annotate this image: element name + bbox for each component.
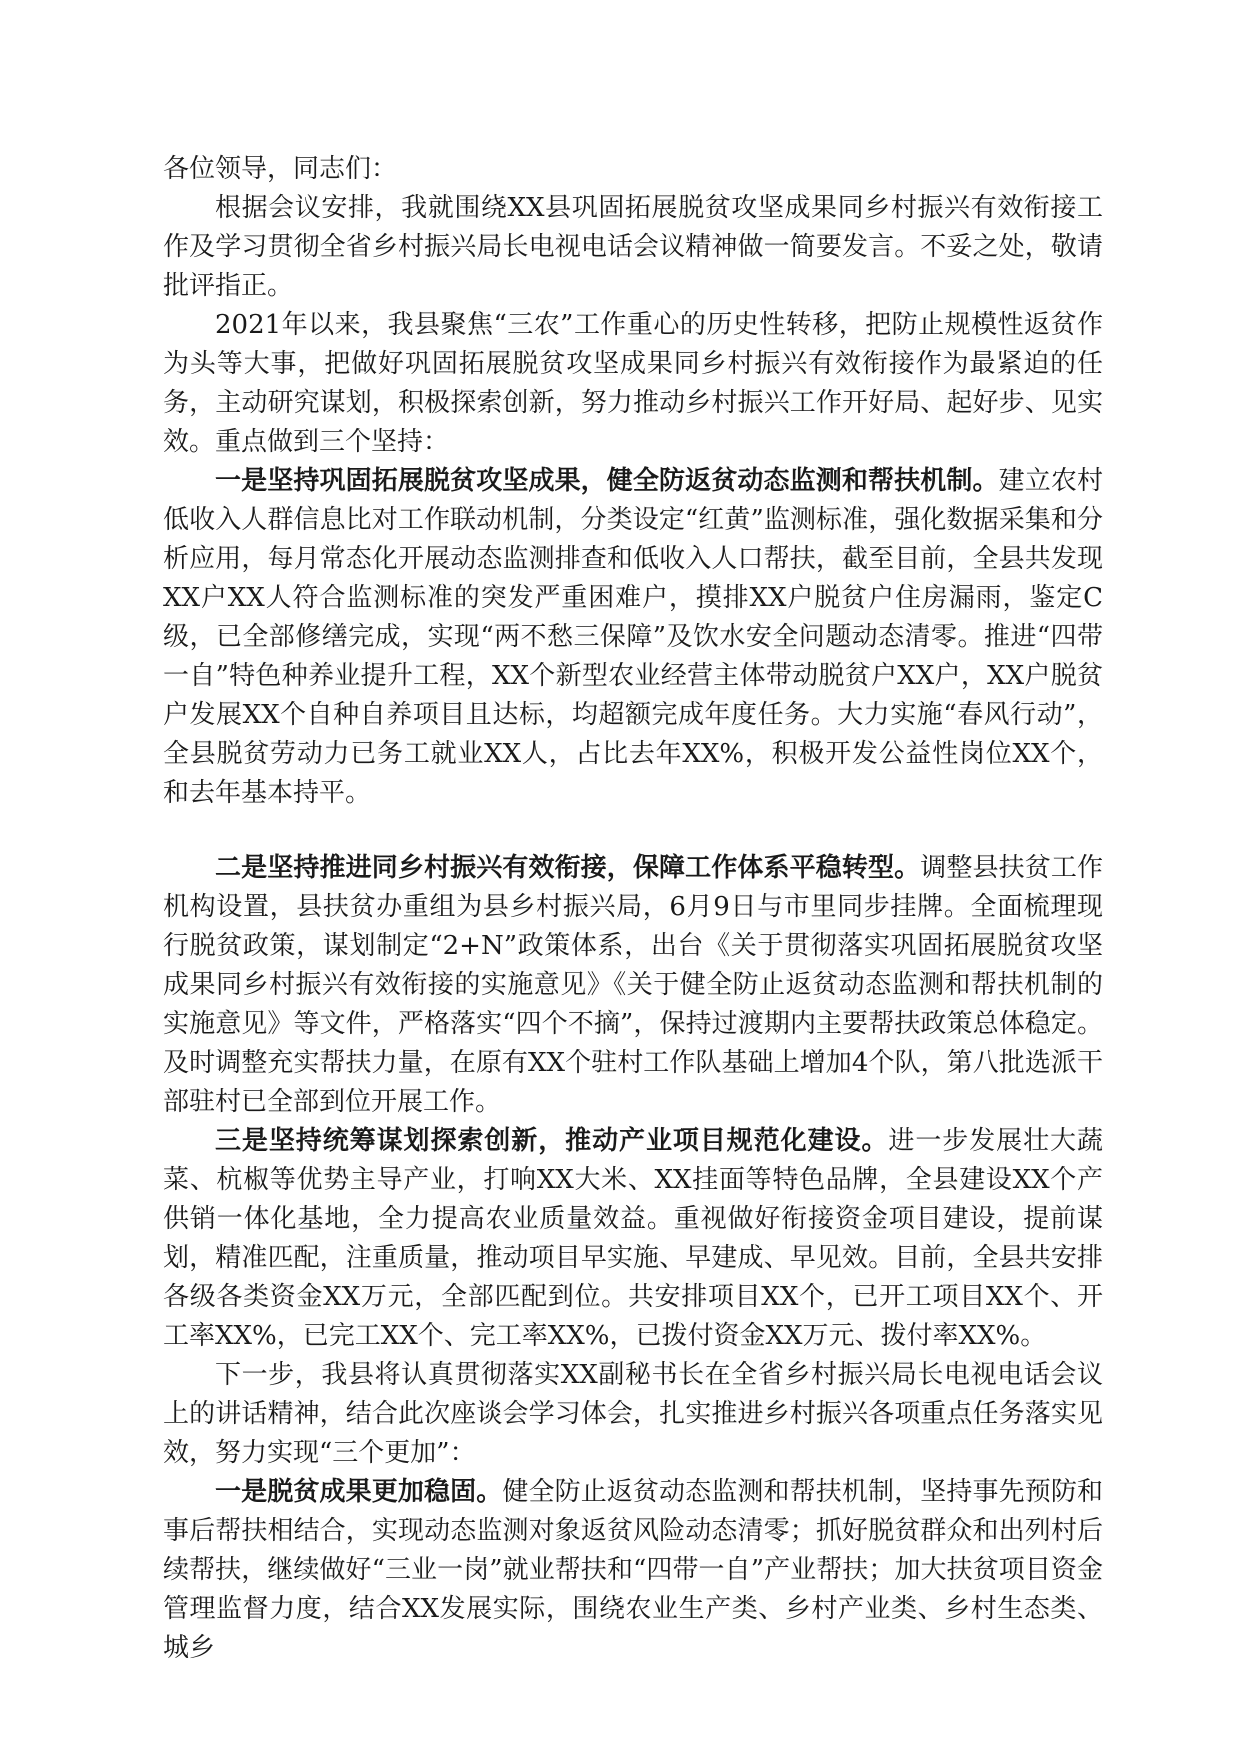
paragraph-intro: 根据会议安排，我就围绕XX县巩固拓展脱贫攻坚成果同乡村振兴有效衔接工作及学习贯彻全省乡村振兴局长电视电话会议精神做一简要发言。不妥之处，敬请批评指正。 (163, 193, 1103, 301)
paragraph-next-steps: 下一步，我县将认真贯彻落实XX副秘书长在全省乡村振兴局长电视电话会议上的讲话精神，结合此次座谈会学习体会，扎实推进乡村振兴各项重点任务落实见效，努力实现“三个更加”： (163, 1360, 1103, 1468)
paragraph-goal-one-heading: 一是脱贫成果更加稳固。 (215, 1477, 503, 1507)
paragraph-point-three-text: 进一步发展壮大蔬菜、杭椒等优势主导产业，打响XX大米、XX挂面等特色品牌，全县建设XX个产供销一体化基地，全力提高农业质量效益。重视做好衔接资金项目建设，提前谋划，精准匹配，注重质量，推动项目早实施、早建成、早见效。目前，全县共安排各级各类资金XX万元，全部匹配到位。共安排项目XX个，已开工项目XX个、开工率XX%，已完工XX个、完工率XX%，已拨付资金XX万元、拨付率XX%。 (163, 1126, 1103, 1351)
paragraph-overview: 2021年以来，我县聚焦“三农”工作重心的历史性转移，把防止规模性返贫作为头等大事，把做好巩固拓展脱贫攻坚成果同乡村振兴有效衔接作为最紧迫的任务，主动研究谋划，积极探索创新，努力推动乡村振兴工作开好局、起好步、见实效。重点做到三个坚持： (163, 310, 1103, 457)
paragraph-point-two-text: 调整县扶贫工作机构设置，县扶贫办重组为县乡村振兴局，6月9日与市里同步挂牌。全面梳理现行脱贫政策，谋划制定“2+N”政策体系，出台《关于贯彻落实巩固拓展脱贫攻坚成果同乡村振兴有效衔接的实施意见》《关于健全防止返贫动态监测和帮扶机制的实施意见》等文件，严格落实“四个不摘”，保持过渡期内主要帮扶政策总体稳定。及时调整充实帮扶力量，在原有XX个驻村工作队基础上增加4个队，第八批选派干部驻村已全部到位开展工作。 (163, 853, 1103, 1117)
paragraph-point-one (163, 462, 1103, 813)
paragraph-goal-one-text: 健全防止返贫动态监测和帮扶机制，坚持事先预防和事后帮扶相结合，实现动态监测对象返贫风险动态清零；抓好脱贫群众和出列村后续帮扶，继续做好“三业一岗”就业帮扶和“四带一自”产业帮扶；加大扶贫项目资金管理监督力度，结合XX发展实际，围绕农业生产类、乡村产业类、乡村生态类、城乡 (163, 1477, 1103, 1663)
paragraph-point-three (163, 1122, 1103, 1356)
paragraph-point-three-heading: 三是坚持统筹谋划探索创新，推动产业项目规范化建设。 (215, 1126, 889, 1156)
paragraph-goal-one (163, 1473, 1103, 1668)
document-body (163, 150, 1103, 1668)
paragraph-point-two-heading: 二是坚持推进同乡村振兴有效衔接，保障工作体系平稳转型。 (215, 853, 921, 883)
paragraph-point-two (163, 849, 1103, 1122)
salutation: 各位领导，同志们： (163, 154, 398, 184)
paragraph-point-one-text: 建立农村低收入人群信息比对工作联动机制，分类设定“红黄”监测标准，强化数据采集和分析应用，每月常态化开展动态监测排查和低收入人口帮扶，截至目前，全县共发现XX户XX人符合监测标准的突发严重困难户，摸排XX户脱贫户住房漏雨，鉴定C级，已全部修缮完成，实现“两不愁三保障”及饮水安全问题动态清零。推进“四带一自”特色种养业提升工程，XX个新型农业经营主体带动脱贫户XX户，XX户脱贫户发展XX个自种自养项目且达标，均超额完成年度任务。大力实施“春风行动”，全县脱贫劳动力已务工就业XX人，占比去年XX%，积极开发公益性岗位XX个，和去年基本持平。 (163, 466, 1103, 808)
paragraph-point-one-heading: 一是坚持巩固拓展脱贫攻坚成果，健全防返贫动态监测和帮扶机制。 (215, 466, 999, 496)
